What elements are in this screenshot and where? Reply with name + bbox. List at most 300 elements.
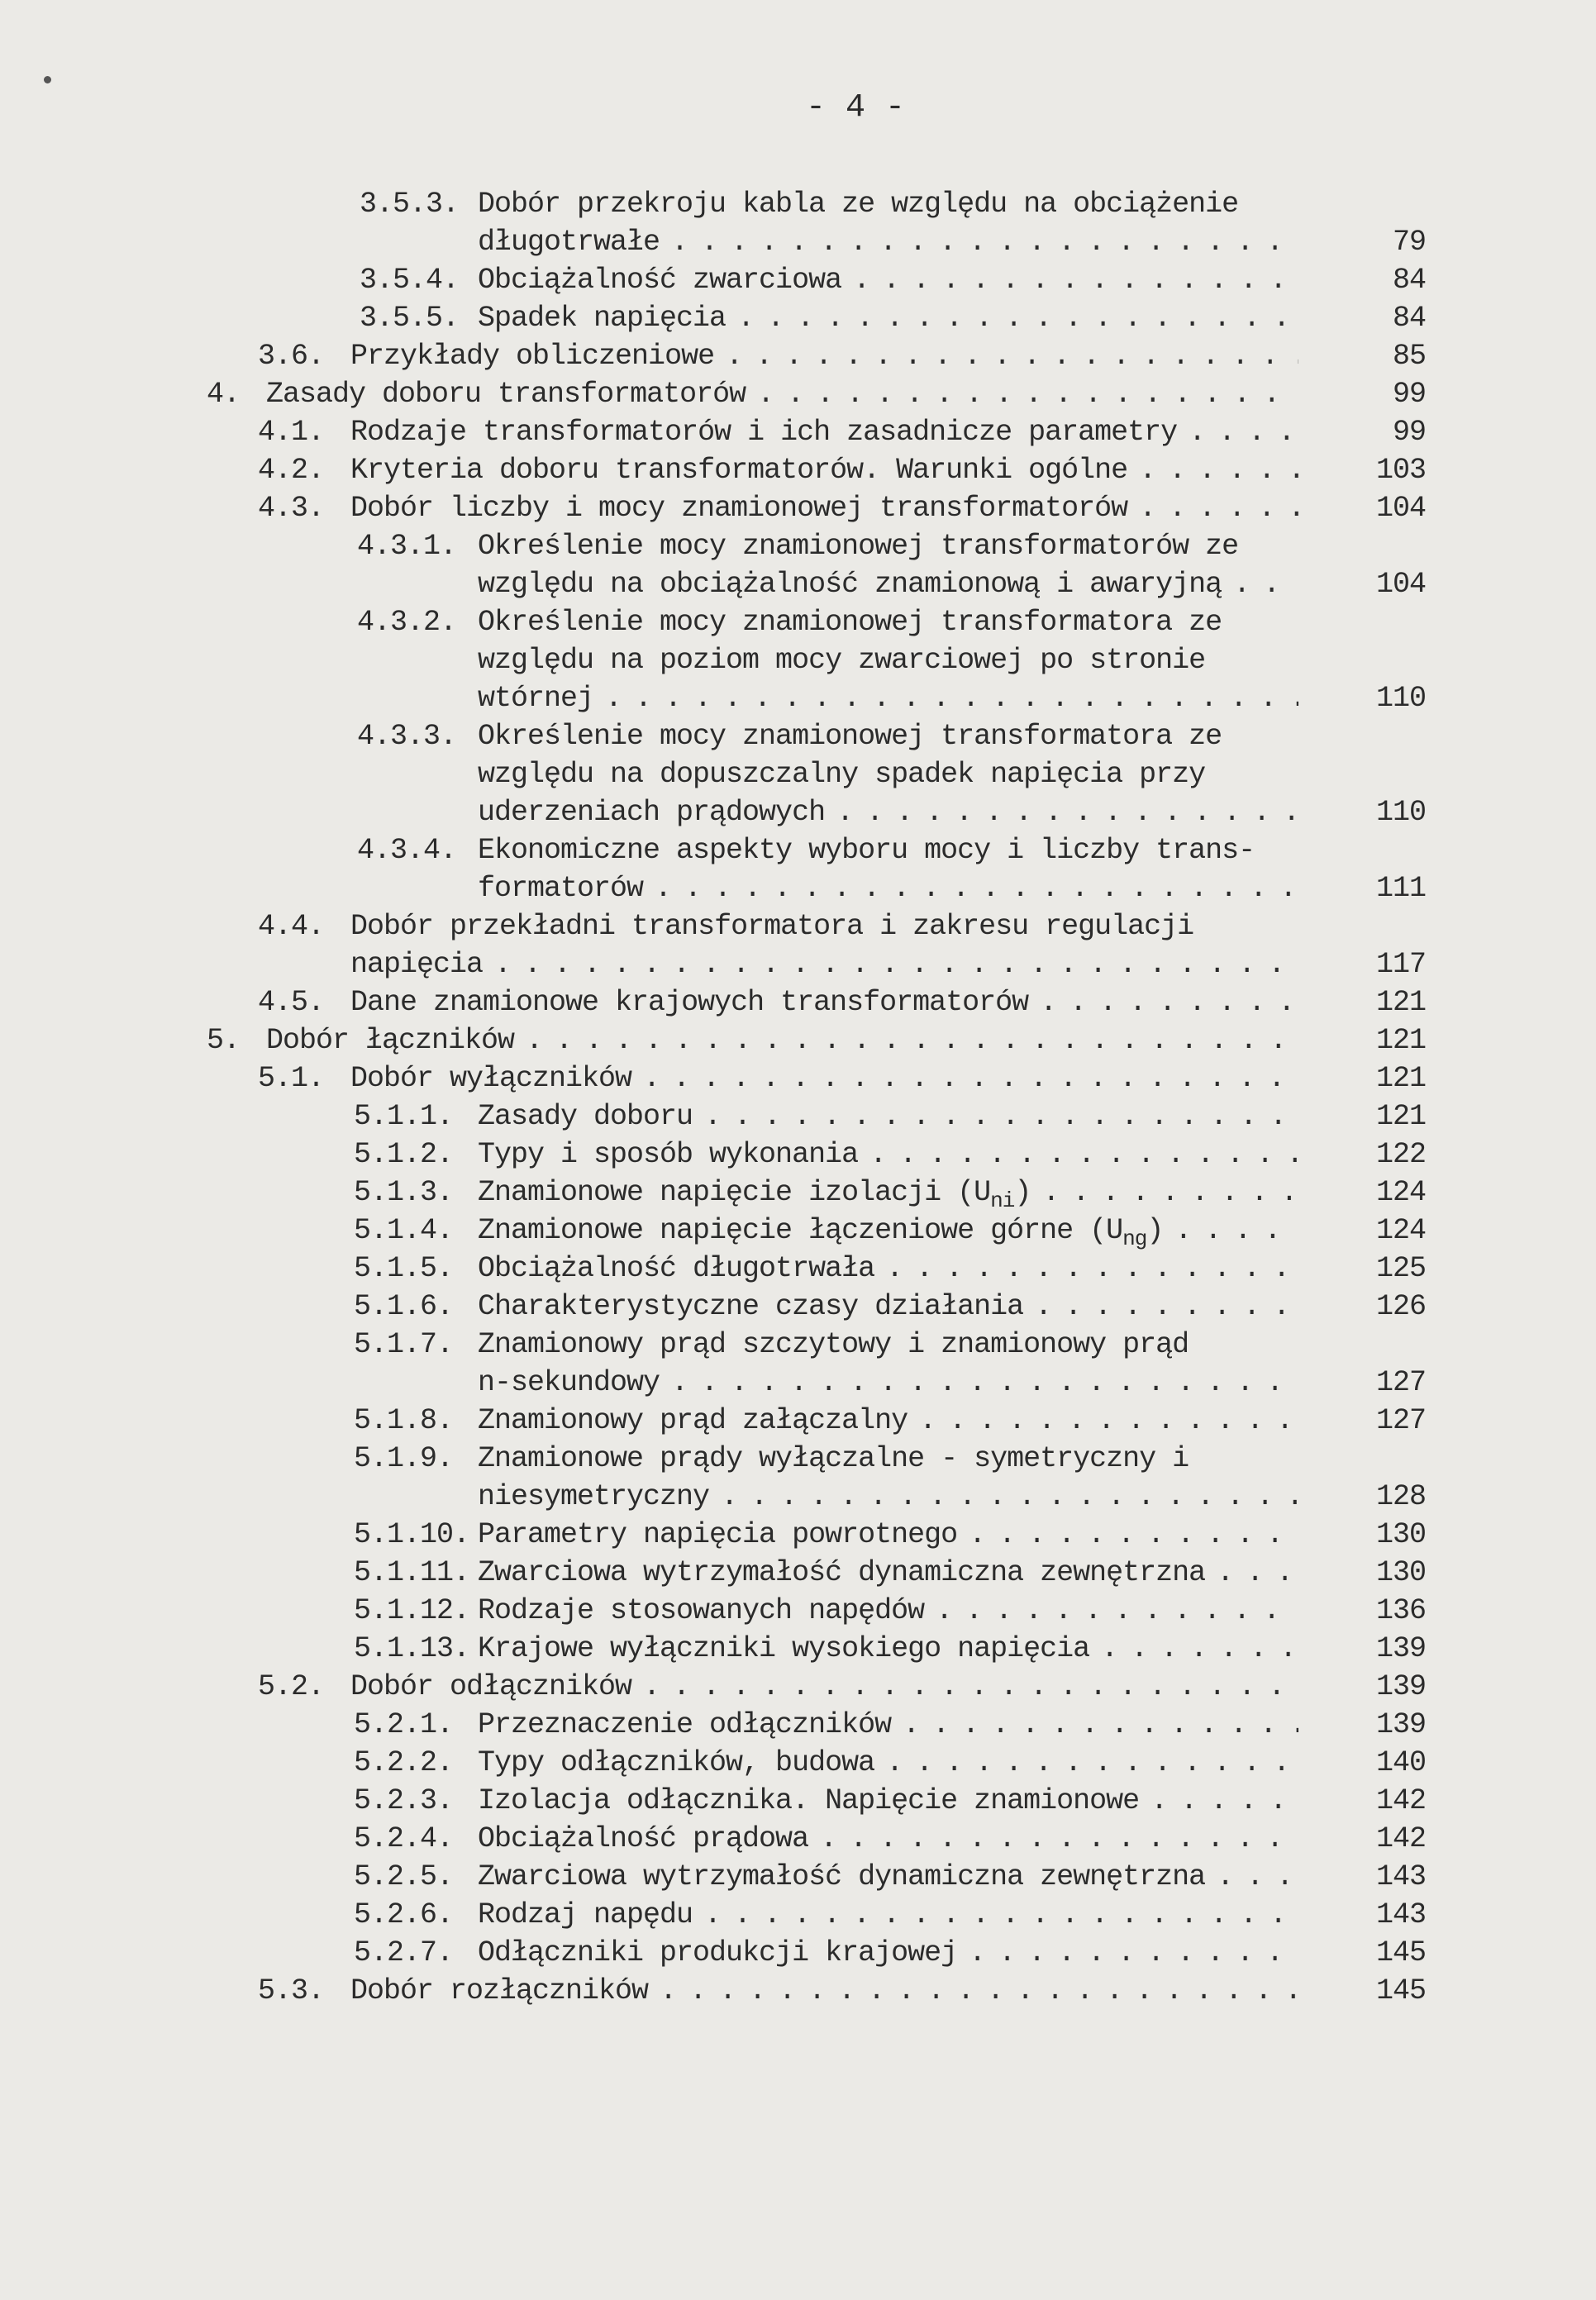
toc-entry: [0, 1592, 1596, 1630]
toc-entry: [0, 1630, 1596, 1668]
page-reference: 121: [1375, 986, 1426, 1019]
page-reference: 126: [1375, 1290, 1426, 1323]
section-title-text: [478, 261, 841, 299]
toc-entry: [0, 1326, 1596, 1364]
section-title-text: [478, 527, 1238, 565]
section-title-text: [350, 451, 1127, 489]
toc-entry: [0, 603, 1596, 641]
toc-entry: [0, 1706, 1596, 1744]
section-title: [478, 1630, 1298, 1668]
title-suffix: ): [1146, 1214, 1164, 1247]
section-title-text: [350, 983, 1028, 1021]
page-reference: 124: [1375, 1176, 1426, 1209]
section-number: 5.3.: [258, 1974, 325, 2007]
page-reference: 84: [1392, 264, 1426, 297]
title-line: Obciążalność zwarciowa: [478, 264, 842, 297]
subscript: ng: [1122, 1226, 1147, 1251]
section-title: [478, 1592, 1298, 1630]
section-title-text: [478, 1402, 908, 1440]
section-title: [478, 1706, 1298, 1744]
title-line: Dobór łączników: [266, 1024, 515, 1057]
toc-entry: [0, 1820, 1596, 1858]
section-title: [350, 451, 1298, 489]
toc-entry: [0, 375, 1596, 413]
title-line: Izolacja odłącznika. Napięcie znamionowe: [478, 1784, 1140, 1817]
title-line: Zasady doboru: [478, 1100, 693, 1133]
toc-entry-continuation: [0, 945, 1596, 983]
section-number: 4.3.2.: [357, 606, 457, 639]
section-number: 5.1.1.: [354, 1100, 454, 1133]
section-number: 4.3.1.: [357, 530, 457, 563]
section-title-text: [478, 299, 726, 337]
section-number: 4.3.3.: [357, 720, 457, 753]
dot-leader: [655, 869, 1298, 907]
toc-entry: [0, 1136, 1596, 1174]
section-title-text: [478, 831, 1255, 869]
section-number: 4.: [207, 378, 241, 411]
title-line: Krajowe wyłączniki wysokiego napięcia: [478, 1632, 1090, 1665]
toc-entry: [0, 261, 1596, 299]
section-title-text: [350, 1060, 631, 1098]
section-title: [350, 945, 1298, 983]
section-number: 5.2.: [258, 1670, 325, 1703]
toc-entry: [0, 527, 1596, 565]
page-reference: 104: [1375, 568, 1426, 601]
section-title-text: [478, 1744, 874, 1782]
section-title-text: [478, 1858, 1205, 1896]
section-title: [478, 565, 1298, 603]
section-title-text: [266, 1021, 514, 1060]
toc-entry: [0, 1554, 1596, 1592]
title-line: Kryteria doboru transformatorów. Warunki ogólne: [350, 454, 1128, 487]
title-line: Znamionowe prądy wyłączalne - symetryczny i: [478, 1442, 1189, 1475]
dot-leader: [721, 1478, 1298, 1516]
dot-leader: [605, 679, 1298, 717]
section-title-text: [478, 1934, 957, 1972]
section-title: [478, 527, 1298, 565]
section-number: 3.5.4.: [360, 264, 460, 297]
title-line: Rodzaje stosowanych napędów: [478, 1594, 925, 1627]
section-title: [478, 1782, 1298, 1820]
page-reference: 99: [1392, 378, 1426, 411]
title-line: Określenie mocy znamionowej transformatorów ze: [478, 530, 1239, 563]
section-title-text: [478, 1820, 808, 1858]
title-line: Przeznaczenie odłączników: [478, 1708, 892, 1741]
section-number: 5.1.5.: [354, 1252, 454, 1285]
page-reference: 142: [1375, 1784, 1426, 1817]
title-line: uderzeniach prądowych: [478, 796, 826, 829]
scan-speck: [44, 76, 51, 83]
section-number: 5.1.12.: [354, 1594, 470, 1627]
section-title: [478, 831, 1298, 869]
toc-entry: [0, 1288, 1596, 1326]
section-title: [266, 1021, 1298, 1060]
section-number: 4.3.4.: [357, 834, 457, 867]
section-title-text: [478, 185, 1238, 223]
section-number: 5.1.8.: [354, 1404, 454, 1437]
title-line: Ekonomiczne aspekty wyboru mocy i liczby trans-: [478, 834, 1255, 867]
page-reference: 121: [1375, 1062, 1426, 1095]
section-title-text: [478, 1364, 660, 1402]
title-line: niesymetryczny: [478, 1480, 710, 1513]
section-title: [478, 1326, 1298, 1364]
page-reference: 143: [1375, 1898, 1426, 1931]
page-reference: 117: [1375, 948, 1426, 981]
toc-entry-continuation: [0, 755, 1596, 793]
page-reference: 127: [1375, 1404, 1426, 1437]
section-number: 4.4.: [258, 910, 325, 943]
toc-entry: [0, 1744, 1596, 1782]
dot-leader: [757, 375, 1298, 413]
section-number: 5.1.2.: [354, 1138, 454, 1171]
page-reference: 139: [1375, 1708, 1426, 1741]
dot-leader: [820, 1820, 1298, 1858]
title-line: Parametry napięcia powrotnego: [478, 1518, 958, 1551]
section-title-text: [478, 1136, 858, 1174]
toc-entry: [0, 1782, 1596, 1820]
title-line: względu na dopuszczalny spadek napięcia przy: [478, 758, 1206, 791]
section-title-text: [478, 1630, 1089, 1668]
page-reference: 140: [1375, 1746, 1426, 1779]
page-reference: 143: [1375, 1860, 1426, 1893]
page-reference: 104: [1375, 492, 1426, 525]
toc-entry: [0, 299, 1596, 337]
section-title-text: [478, 641, 1205, 679]
toc-entry: [0, 1021, 1596, 1060]
toc-entry-continuation: [0, 1364, 1596, 1402]
section-title: [350, 337, 1298, 375]
dot-leader: [1101, 1630, 1298, 1668]
title-line: Znamionowy prąd szczytowy i znamionowy prąd: [478, 1328, 1189, 1361]
toc-entry: [0, 1934, 1596, 1972]
section-title-text: [478, 1896, 693, 1934]
page-reference: 99: [1392, 416, 1426, 449]
toc-entry: [0, 907, 1596, 945]
title-line: Typy i sposób wykonania: [478, 1138, 859, 1171]
section-number: 5.1.7.: [354, 1328, 454, 1361]
section-title-text: [478, 717, 1222, 755]
section-title-text: [478, 1250, 874, 1288]
title-line: Określenie mocy znamionowej transformatora ze: [478, 720, 1222, 753]
dot-leader: [1139, 451, 1298, 489]
section-number: 5.2.7.: [354, 1936, 454, 1969]
dot-leader: [869, 1136, 1298, 1174]
toc-entry: [0, 1212, 1596, 1250]
page-reference: 84: [1392, 302, 1426, 335]
section-title: [350, 983, 1298, 1021]
title-line: Zasady doboru transformatorów: [266, 378, 746, 411]
toc-entry: [0, 337, 1596, 375]
section-number: 5.2.1.: [354, 1708, 454, 1741]
dot-leader: [643, 1060, 1298, 1098]
dot-leader: [737, 299, 1298, 337]
dot-leader: [526, 1021, 1298, 1060]
page-reference: 85: [1392, 340, 1426, 373]
dot-leader: [1217, 1554, 1298, 1592]
section-title-text: [478, 565, 1222, 603]
dot-leader: [886, 1744, 1298, 1782]
page-reference: 142: [1375, 1822, 1426, 1855]
section-number: 4.2.: [258, 454, 325, 487]
section-title-text: [478, 603, 1222, 641]
section-title: [266, 375, 1298, 413]
section-title: [478, 1098, 1298, 1136]
section-title: [478, 185, 1298, 223]
dot-leader: [853, 261, 1298, 299]
toc-entry: [0, 1250, 1596, 1288]
title-line: Zwarciowa wytrzymałość dynamiczna zewnętrzna: [478, 1860, 1206, 1893]
section-title: [478, 755, 1298, 793]
toc-entry: [0, 1098, 1596, 1136]
page-reference: 122: [1375, 1138, 1426, 1171]
page-reference: 121: [1375, 1100, 1426, 1133]
toc-entry: [0, 983, 1596, 1021]
section-number: 5.2.3.: [354, 1784, 454, 1817]
dot-leader: [671, 1364, 1298, 1402]
dot-leader: [1189, 413, 1298, 451]
page-reference: 136: [1375, 1594, 1426, 1627]
section-number: 5.1.9.: [354, 1442, 454, 1475]
title-line: Obciążalność prądowa: [478, 1822, 809, 1855]
section-title: [478, 261, 1298, 299]
section-title-text: [478, 1440, 1189, 1478]
section-title-text: [478, 223, 660, 261]
title-line: Dobór rozłączników: [350, 1974, 649, 2007]
title-line: Dobór przekroju kabla ze względu na obciążenie: [478, 188, 1239, 221]
dot-leader: [936, 1592, 1298, 1630]
dot-leader: [643, 1668, 1298, 1706]
dot-leader: [836, 793, 1298, 831]
section-title-text: [350, 489, 1127, 527]
dot-leader: [969, 1516, 1298, 1554]
section-number: 5.1.13.: [354, 1632, 470, 1665]
title-line: Rodzaje transformatorów i ich zasadnicze parametry: [350, 416, 1178, 449]
section-title: [478, 1934, 1298, 1972]
title-line: Dane znamionowe krajowych transformatorów: [350, 986, 1029, 1019]
title-line: wtórnej: [478, 682, 594, 715]
section-title-text: [350, 413, 1177, 451]
section-title: [478, 603, 1298, 641]
section-title-text: [350, 337, 714, 375]
title-line: Dobór wyłączników: [350, 1062, 632, 1095]
page-reference: 130: [1375, 1556, 1426, 1589]
section-number: 5.1.3.: [354, 1176, 454, 1209]
section-number: 5.1.: [258, 1062, 325, 1095]
section-title-text: [478, 679, 593, 717]
title-line: Typy odłączników, budowa: [478, 1746, 875, 1779]
dot-leader: [1035, 1288, 1298, 1326]
title-line: Dobór odłączników: [350, 1670, 632, 1703]
section-title: [350, 1972, 1298, 2010]
dot-leader: [969, 1934, 1298, 1972]
section-title: [350, 1668, 1298, 1706]
section-title: [350, 907, 1298, 945]
section-number: 4.5.: [258, 986, 325, 1019]
dot-leader: [704, 1896, 1298, 1934]
section-title: [478, 1554, 1298, 1592]
page-reference: 121: [1375, 1024, 1426, 1057]
dot-leader: [704, 1098, 1298, 1136]
section-number: 5.2.5.: [354, 1860, 454, 1893]
section-title: [478, 1820, 1298, 1858]
dot-leader: [726, 337, 1298, 375]
page-reference: 125: [1375, 1252, 1426, 1285]
page-reference: 124: [1375, 1214, 1426, 1247]
section-title: [478, 1402, 1298, 1440]
section-title-text: [478, 755, 1205, 793]
page-reference: 145: [1375, 1974, 1426, 2007]
dot-leader: [671, 223, 1298, 261]
section-title-text: [478, 1478, 709, 1516]
section-title-text: [350, 1668, 631, 1706]
section-title: [478, 1478, 1298, 1516]
section-number: 5.1.10.: [354, 1518, 470, 1551]
title-line: względu na poziom mocy zwarciowej po stronie: [478, 644, 1206, 677]
section-title: [478, 1364, 1298, 1402]
section-title-text: [478, 1554, 1205, 1592]
toc-entry: [0, 1174, 1596, 1212]
dot-leader: [494, 945, 1298, 983]
toc-entry: [0, 1972, 1596, 2010]
title-line: Obciążalność długotrwała: [478, 1252, 875, 1285]
section-title: [478, 1250, 1298, 1288]
title-line: Charakterystyczne czasy działania: [478, 1290, 1024, 1323]
section-title-text: [478, 1288, 1023, 1326]
dot-leader: [1040, 983, 1298, 1021]
section-title: [478, 793, 1298, 831]
title-line: Określenie mocy znamionowej transformatora ze: [478, 606, 1222, 639]
page-reference: 110: [1375, 682, 1426, 715]
title-line: Zwarciowa wytrzymałość dynamiczna zewnętrzna: [478, 1556, 1206, 1589]
section-number: 3.5.3.: [360, 188, 460, 221]
section-title: [350, 489, 1298, 527]
dot-leader: [1139, 489, 1298, 527]
section-title-text: [350, 907, 1193, 945]
section-title: [478, 1516, 1298, 1554]
page-reference: 145: [1375, 1936, 1426, 1969]
dot-leader: [903, 1706, 1298, 1744]
title-line: długotrwałe: [478, 226, 660, 259]
section-title: [478, 641, 1298, 679]
section-title: [350, 1060, 1298, 1098]
title-line: Spadek napięcia: [478, 302, 727, 335]
section-number: 5.1.6.: [354, 1290, 454, 1323]
section-number: 4.1.: [258, 416, 325, 449]
page-reference: 130: [1375, 1518, 1426, 1551]
section-number: 4.3.: [258, 492, 325, 525]
title-line: Rodzaj napędu: [478, 1898, 693, 1931]
toc-entry-continuation: [0, 869, 1596, 907]
section-number: 5.1.11.: [354, 1556, 470, 1589]
title-line: Dobór przekładni transformatora i zakresu regulacji: [350, 910, 1194, 943]
section-number: 3.6.: [258, 340, 325, 373]
title-line: Odłączniki produkcji krajowej: [478, 1936, 958, 1969]
title-line: Znamionowe napięcie izolacji (U: [478, 1176, 991, 1209]
section-title: [478, 1136, 1298, 1174]
section-title: [478, 223, 1298, 261]
section-title: [478, 1858, 1298, 1896]
page-reference: 79: [1392, 226, 1426, 259]
section-number: 5.2.6.: [354, 1898, 454, 1931]
section-title: [350, 413, 1298, 451]
toc-entry: [0, 831, 1596, 869]
section-title: [478, 1288, 1298, 1326]
dot-leader: [1217, 1858, 1298, 1896]
section-title: [478, 869, 1298, 907]
section-title-text: [478, 1098, 693, 1136]
page-reference: 110: [1375, 796, 1426, 829]
section-title-text: [478, 869, 643, 907]
page-reference: 139: [1375, 1670, 1426, 1703]
dot-leader: [1151, 1782, 1298, 1820]
section-title: [478, 679, 1298, 717]
toc-entry: [0, 1896, 1596, 1934]
page-reference: 128: [1375, 1480, 1426, 1513]
toc-entry: [0, 413, 1596, 451]
toc-entry-continuation: [0, 679, 1596, 717]
section-title-text: [350, 945, 483, 983]
subscript: ni: [990, 1188, 1015, 1213]
dot-leader: [660, 1972, 1298, 2010]
toc-entry-continuation: [0, 565, 1596, 603]
section-number: 5.2.2.: [354, 1746, 454, 1779]
dot-leader: [1233, 565, 1298, 603]
toc-entry: [0, 451, 1596, 489]
toc-entry: [0, 1060, 1596, 1098]
toc-entry: [0, 489, 1596, 527]
toc-entry: [0, 1402, 1596, 1440]
title-line: formatorów: [478, 872, 644, 905]
section-title: [478, 717, 1298, 755]
section-title-text: [350, 1972, 648, 2010]
toc-entry: [0, 1516, 1596, 1554]
toc-entry-continuation: [0, 641, 1596, 679]
section-number: 5.: [207, 1024, 241, 1057]
section-title-text: [478, 793, 825, 831]
toc-entry: [0, 1440, 1596, 1478]
section-title-text: [478, 1782, 1139, 1820]
section-title-text: [478, 1516, 957, 1554]
toc-entry: [0, 185, 1596, 223]
section-title: [478, 1896, 1298, 1934]
section-number: 5.1.4.: [354, 1214, 454, 1247]
section-title: [478, 1440, 1298, 1478]
dot-leader: [886, 1250, 1298, 1288]
toc-entry: [0, 1668, 1596, 1706]
title-line: napięcia: [350, 948, 484, 981]
page-reference: 103: [1375, 454, 1426, 487]
toc-entry: [0, 717, 1596, 755]
section-title-text: [266, 375, 746, 413]
title-line: Znamionowe napięcie łączeniowe górne (U: [478, 1214, 1123, 1247]
title-line: Dobór liczby i mocy znamionowej transformatorów: [350, 492, 1128, 525]
page-reference: 111: [1375, 872, 1426, 905]
section-title-text: [478, 1326, 1189, 1364]
toc-entry-continuation: [0, 223, 1596, 261]
title-suffix: ): [1014, 1176, 1031, 1209]
title-line: Przykłady obliczeniowe: [350, 340, 715, 373]
section-number: 3.5.5.: [360, 302, 460, 335]
section-title: [478, 299, 1298, 337]
section-title: [478, 1744, 1298, 1782]
section-number: 5.2.4.: [354, 1822, 454, 1855]
dot-leader: [919, 1402, 1298, 1440]
title-line: względu na obciążalność znamionową i awaryjną: [478, 568, 1222, 601]
title-line: Znamionowy prąd załączalny: [478, 1404, 908, 1437]
toc-entry-continuation: [0, 793, 1596, 831]
toc-entry: [0, 1858, 1596, 1896]
title-line: n-sekundowy: [478, 1366, 660, 1399]
